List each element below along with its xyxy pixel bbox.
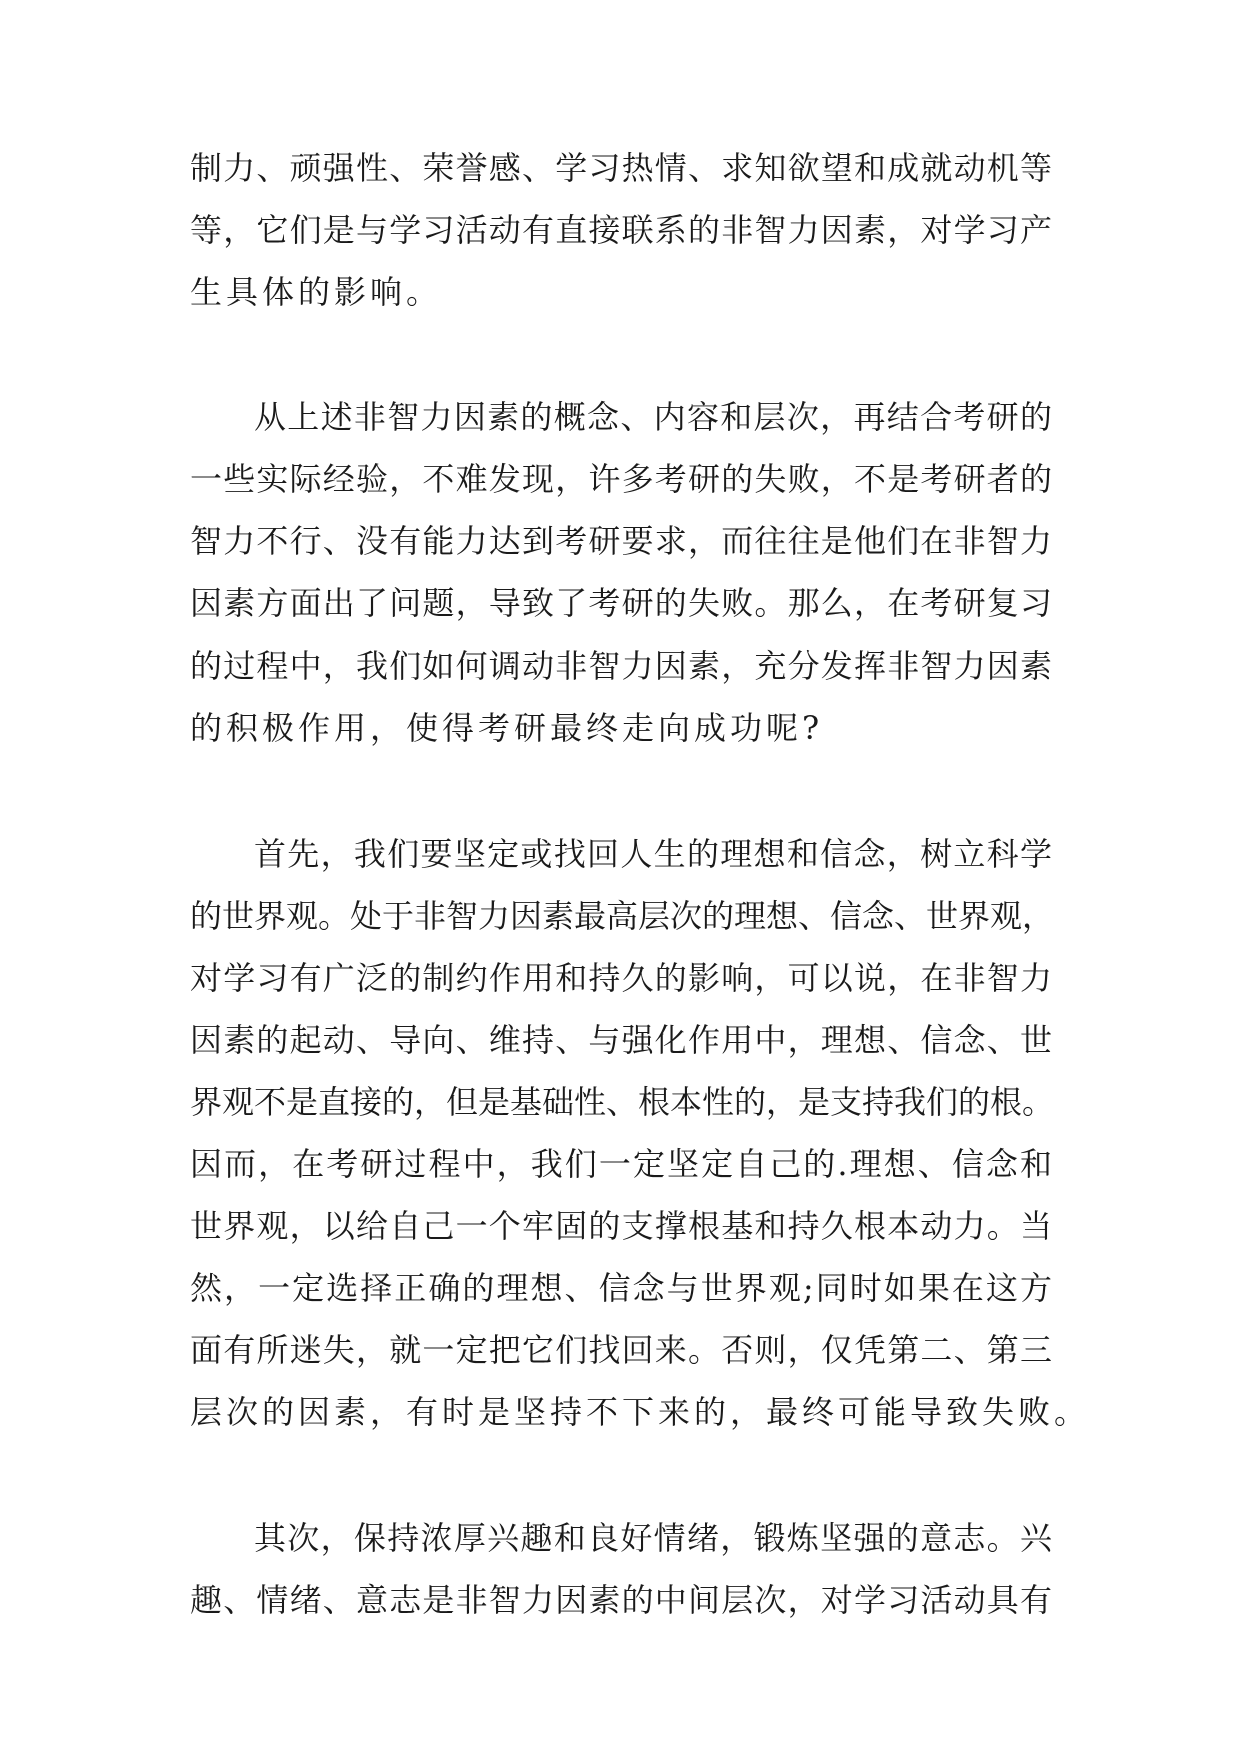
text-line: 的过程中，我们如何调动非智力因素，充分发挥非智力因素 (190, 647, 1052, 685)
text-line: 制力、顽强性、荣誉感、学习热情、求知欲望和成就动机等 (190, 149, 1052, 187)
text-line: 从上述非智力因素的概念、内容和层次，再结合考研的 (254, 398, 1052, 436)
text-line: 等，它们是与学习活动有直接联系的非智力因素，对学习产 (190, 211, 1052, 249)
text-line: 界观不是直接的，但是基础性、根本性的，是支持我们的根。 (190, 1083, 1055, 1121)
text-line: 的世界观。处于非智力因素最高层次的理想、信念、世界观， (190, 897, 1055, 935)
text-line: 一些实际经验，不难发现，许多考研的失败，不是考研者的 (190, 460, 1052, 498)
text-line: 首先，我们要坚定或找回人生的理想和信念，树立科学 (254, 835, 1052, 873)
text-line: 的积极作用，使得考研最终走向成功呢? (190, 709, 824, 747)
text-line: 生具体的影响。 (190, 273, 443, 311)
text-line: 因素的起动、导向、维持、与强化作用中，理想、信念、世 (190, 1021, 1052, 1059)
text-line: 趣、情绪、意志是非智力因素的中间层次，对学习活动具有 (190, 1581, 1052, 1619)
text-line: 然，一定选择正确的理想、信念与世界观;同时如果在这方 (190, 1269, 1052, 1307)
text-line: 层次的因素，有时是坚持不下来的，最终可能导致失败。 (190, 1393, 1091, 1431)
text-line: 因而，在考研过程中，我们一定坚定自己的.理想、信念和 (190, 1145, 1052, 1183)
text-line: 因素方面出了问题，导致了考研的失败。那么，在考研复习 (190, 584, 1052, 622)
text-line: 对学习有广泛的制约作用和持久的影响，可以说，在非智力 (190, 959, 1052, 997)
text-line: 智力不行、没有能力达到考研要求，而往往是他们在非智力 (190, 522, 1052, 560)
text-line: 世界观，以给自己一个牢固的支撑根基和持久根本动力。当 (190, 1207, 1052, 1245)
text-line: 面有所迷失，就一定把它们找回来。否则，仅凭第二、第三 (190, 1331, 1052, 1369)
text-line: 其次，保持浓厚兴趣和良好情绪，锻炼坚强的意志。兴 (254, 1519, 1052, 1557)
